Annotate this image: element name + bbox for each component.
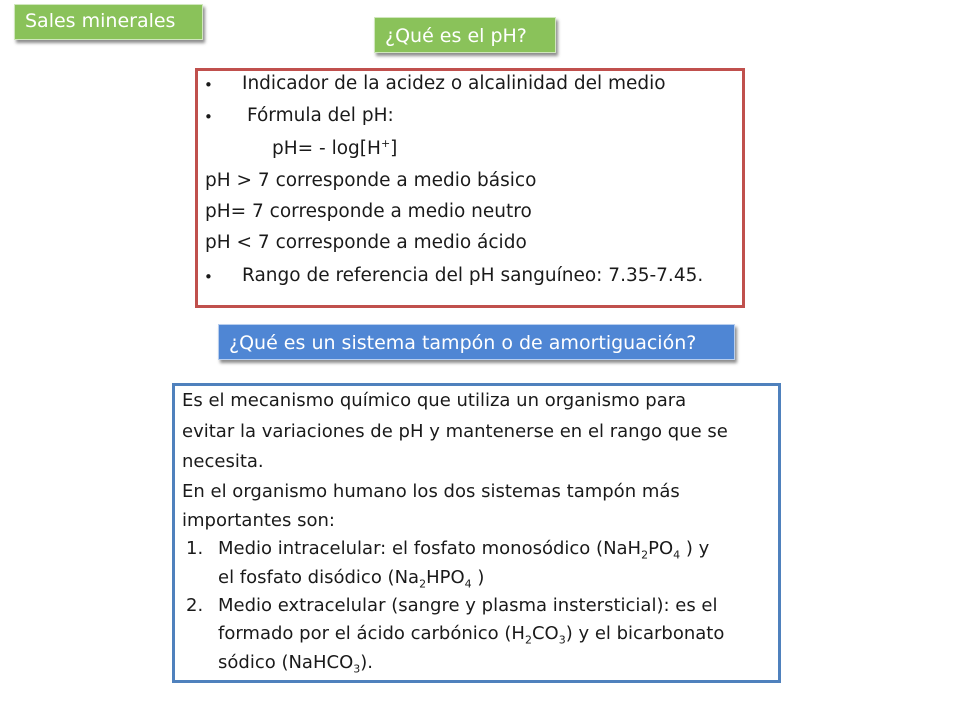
extracellular-line-2: formado por el ácido carbónico $(H_2CO_3)$ y el bicarbonato [218,623,725,647]
bullet-icon: • [204,76,213,94]
tampon-definition-line-2: evitar la variaciones de pH y mantenerse en el rango que se [182,421,728,442]
tag-que-es-ph: ¿Qué es el pH? [374,17,556,53]
list-number-1: 1. [186,538,204,559]
ph-formula-heading: Fórmula del pH: [247,105,394,126]
bullet-icon: • [204,268,213,286]
tampon-definition-line-3: necesita. [182,451,264,472]
tag-que-es-tampon: ¿Qué es un sistema tampón o de amortiguación? [218,324,735,360]
list-number-2: 2. [186,595,204,616]
ph-formula: pH= - log[H+] [272,136,398,159]
tampon-systems-intro-2: importantes son: [182,510,335,531]
tag-sales-minerales: Sales minerales [14,4,203,40]
tampon-definition-line-1: Es el mecanismo químico que utiliza un organismo para [182,390,687,411]
ph-indicator-text: Indicador de la acidez o alcalinidad del medio [242,73,666,94]
ph-acid-line: pH < 7 corresponde a medio ácido [205,232,527,253]
bullet-icon: • [204,108,213,126]
intracellular-line-1: Medio intracelular: el fosfato monosódico ($NaH_2PO_4$ ) y [218,538,710,562]
ph-basic-line: pH > 7 corresponde a medio básico [205,170,537,191]
ph-blood-range-text: Rango de referencia del pH sanguíneo: 7.35-7.45. [242,265,704,286]
extracellular-line-1: Medio extracelular (sangre y plasma instersticial): es el [218,595,718,616]
tampon-systems-intro-1: En el organismo humano los dos sistemas tampón más [182,481,680,502]
intracellular-line-2: el fosfato disódico ($Na_2HPO_4$ ) [218,567,485,591]
ph-neutral-line: pH= 7 corresponde a medio neutro [205,201,532,222]
extracellular-line-3: sódico (NaHCO$_3$). [218,652,373,676]
